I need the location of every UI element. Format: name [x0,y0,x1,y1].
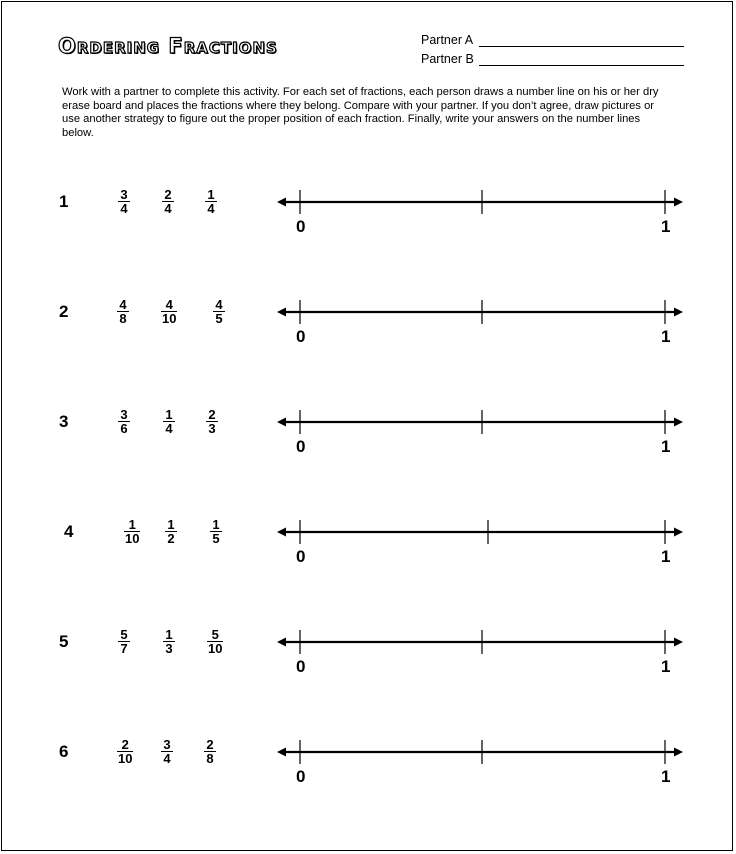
fraction-denominator: 5 [212,531,220,546]
left-arrow-icon [277,748,286,757]
fraction-numerator: 2 [208,407,216,422]
label-zero: 0 [296,657,306,676]
label-zero: 0 [296,327,306,346]
label-one: 1 [661,767,671,786]
fraction-numerator: 1 [212,517,220,532]
fraction-numerator: 2 [164,187,172,202]
fraction-numerator: 5 [120,627,128,642]
fraction-denominator: 3 [165,641,173,656]
problem-number: 2 [59,302,69,321]
fraction-numerator: 4 [119,297,127,312]
problem-number: 5 [59,632,69,651]
label-zero: 0 [296,217,306,236]
fraction-denominator: 4 [207,201,215,216]
fraction-denominator: 4 [164,201,172,216]
fraction-denominator: 3 [208,421,216,436]
right-arrow-icon [674,748,683,757]
label-one: 1 [661,217,671,236]
fraction-denominator: 8 [206,751,214,766]
fraction-denominator: 2 [167,531,175,546]
label-one: 1 [661,327,671,346]
label-one: 1 [661,437,671,456]
fraction-numerator: 2 [206,737,214,752]
label-zero: 0 [296,767,306,786]
fraction-numerator: 3 [120,407,128,422]
fraction-denominator: 10 [125,531,140,546]
fraction-numerator: 1 [165,407,173,422]
partner-a-label: Partner A [421,33,474,47]
problem-number: 1 [59,192,69,211]
fraction-numerator: 3 [163,737,171,752]
partner-b-label: Partner B [421,52,474,66]
label-zero: 0 [296,547,306,566]
instructions-text: Work with a partner to complete this activity. For each set of fractions, each person draws a number line on his or her dry erase board and places the fractions where they belong. Compare with your partner. If you don’t agree, draw pictures or use another strategy to figure out the proper position of each fraction. Finally, write your answers on the number lines below. [62,86,659,139]
problem-number: 4 [64,522,74,541]
label-one: 1 [661,547,671,566]
fraction-numerator: 5 [211,627,219,642]
label-one: 1 [661,657,671,676]
problem-number: 3 [59,412,69,431]
fraction-denominator: 6 [120,421,128,436]
fraction-denominator: 7 [120,641,128,656]
fraction-numerator: 1 [167,517,175,532]
problem-number: 6 [59,742,69,761]
fraction-numerator: 1 [207,187,215,202]
fraction-denominator: 4 [120,201,128,216]
fraction-numerator: 4 [215,297,223,312]
worksheet-title: Ordering Fractions [58,34,278,58]
fraction-numerator: 1 [128,517,136,532]
fraction-denominator: 5 [215,311,223,326]
label-zero: 0 [296,437,306,456]
fraction-denominator: 8 [119,311,127,326]
fraction-numerator: 4 [165,297,173,312]
fraction-denominator: 4 [165,421,173,436]
fraction-numerator: 3 [120,187,128,202]
fraction-numerator: 2 [121,737,129,752]
fraction-denominator: 10 [118,751,133,766]
fraction-numerator: 1 [165,627,173,642]
fraction-denominator: 10 [162,311,177,326]
fraction-denominator: 10 [208,641,223,656]
fraction-denominator: 4 [163,751,171,766]
